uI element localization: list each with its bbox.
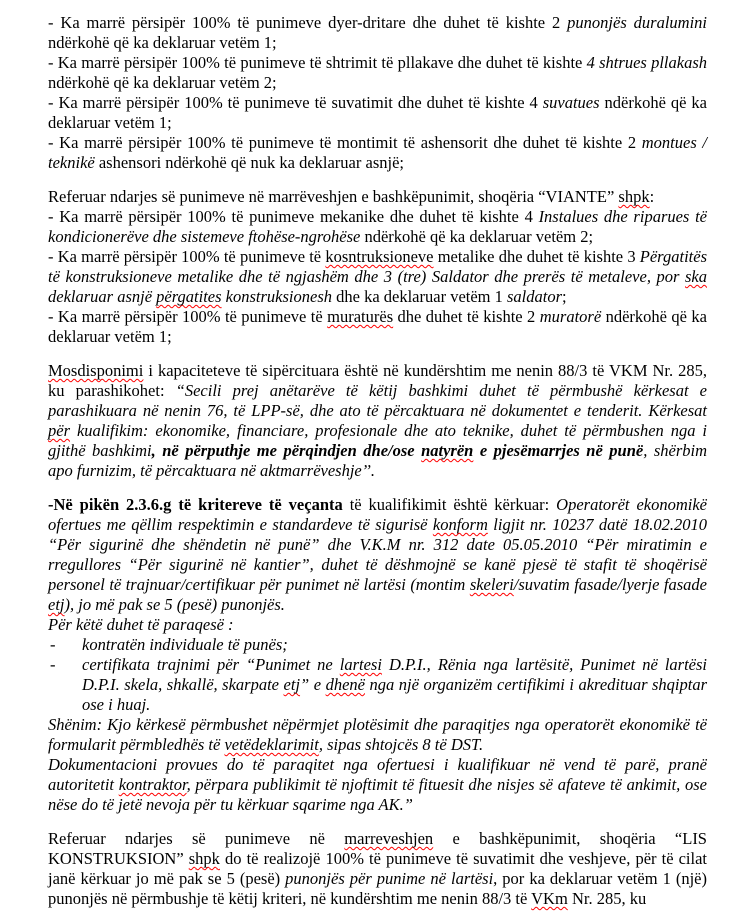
document-paragraph xyxy=(48,307,707,347)
text-run: Përgatitës të konstruksioneve metalike dhe të ngjashëm dhe 3 (tre) Saldator dhe prerës të metaleve, por xyxy=(48,247,707,286)
text-run: Shënim: Kjo kërkesë përmbushet nëpërmjet plotësimit dhe paraqitjes nga operatorët ekonomikë të formularit përmbledhës të xyxy=(48,715,707,754)
spellcheck-flagged-text: kosntruksioneve xyxy=(325,247,434,266)
text-run: Referuar ndarjes së punimeve në xyxy=(48,829,345,848)
text-run: , në përputhje me përqindjen dhe/ose xyxy=(151,441,422,460)
text-run: - Ka marrë përsipër 100% të punimeve të shtrimit të pllakave dhe duhet të kishte xyxy=(48,53,587,72)
text-run: , shërbim apo furnizim, të përcaktuara në aktmarrëveshje’’. xyxy=(48,441,707,480)
document-paragraph xyxy=(48,247,707,307)
text-run: nga një organizëm certifikimi i akredituar shqiptar ose i huaj. xyxy=(82,675,708,714)
document-paragraph xyxy=(48,655,707,715)
spellcheck-flagged-text: ska xyxy=(685,267,707,286)
spellcheck-flagged-text: vetëdeklarimit xyxy=(224,735,319,754)
text-run: -Në pikën 2.3.6.g të kritereve të veçanta xyxy=(48,495,343,514)
text-run: ndërkohë që ka deklaruar vetëm 2; xyxy=(360,227,594,246)
spellcheck-flagged-text: marreveshjen xyxy=(344,829,434,848)
bullet-dash: - xyxy=(50,635,56,654)
text-run: Dokumentacioni provues do të paraqitet nga ofertuesi i kualifikuar në vend të parë, pranë autoritetit xyxy=(48,755,707,794)
document-paragraph xyxy=(48,187,707,207)
text-run: punonjës duralumini xyxy=(567,13,707,32)
document-paragraph xyxy=(48,53,707,93)
text-run: i kapaciteteve të sipërcituara është në kundërshtim me nenin 88/3 të VKM Nr. 285, ku parashikohet: xyxy=(48,361,707,400)
bullet-dash: - xyxy=(50,655,56,674)
text-run: do të realizojë 100% të punimeve të suvatimit dhe veshjeve, për të cilat janë kërkuar jo më pak se 5 (pesë) xyxy=(48,849,707,888)
text-run: ndërkohë që ka deklaruar vetëm 2; xyxy=(48,73,277,92)
text-run: ashensori ndërkohë që nuk ka deklaruar asnjë; xyxy=(94,153,404,172)
text-run: ndërkohë që ka deklaruar vetëm 1; xyxy=(48,307,707,346)
text-run: “Secili prej anëtarëve të këtij bashkimi duhet të përmbushë kërkesat e parashikuara në nenin 76, të LPP-së, dhe ato të përcaktuara në dokumentet e tenderit. Kërkesat xyxy=(48,381,708,420)
text-run: : xyxy=(649,187,655,206)
text-run: ), jo më pak se 5 (pesë) punonjës. xyxy=(64,595,285,614)
document-paragraph xyxy=(48,615,707,635)
text-run: deklaruar asnjë xyxy=(48,287,157,306)
document-paragraph xyxy=(48,13,707,53)
spellcheck-flagged-text: shpk xyxy=(618,187,650,206)
document-paragraph xyxy=(48,715,707,755)
text-run: certifikata trajnimi për “Punimet ne xyxy=(82,655,340,674)
document-paragraph xyxy=(48,635,707,655)
spellcheck-flagged-text: etj xyxy=(48,595,65,614)
text-run: dhe duhet të kishte 2 xyxy=(393,307,540,326)
text-run: dhe ka deklaruar vetëm 1 xyxy=(332,287,508,306)
text-run: ndërkohë që ka deklaruar vetëm 1; xyxy=(48,33,277,52)
spellcheck-flagged-text: konform xyxy=(432,515,488,534)
spellcheck-flagged-text: shpk xyxy=(188,849,220,868)
text-run: - Ka marrë përsipër 100% të punimeve të suvatimit dhe duhet të kishte 4 xyxy=(48,93,543,112)
text-run: suvatues xyxy=(542,93,600,112)
text-run: saldator xyxy=(507,287,563,306)
text-run: /suvatim fasade/lyerje fasade xyxy=(513,575,707,594)
text-run: Për këtë duhet të paraqesë : xyxy=(48,615,234,634)
text-run: ; xyxy=(562,287,567,306)
text-run: - Ka marrë përsipër 100% të punimeve dyer-dritare dhe duhet të kishte 2 xyxy=(48,13,568,32)
spellcheck-flagged-text: skeleri xyxy=(469,575,514,594)
spellcheck-flagged-text: përgatites xyxy=(156,287,222,306)
spellcheck-flagged-text: natyrën xyxy=(421,441,474,460)
spellcheck-flagged-text: dhenë xyxy=(325,675,365,694)
text-run: punonjës për punime në lartësi xyxy=(285,869,494,888)
text-run: e bashkëpunimit, shoqëria “LIS KONSTRUKSION” xyxy=(48,829,707,868)
text-run: 4 shtrues pllakash xyxy=(586,53,707,72)
text-run: - Ka marrë përsipër 100% të punimeve të xyxy=(48,307,328,326)
spellcheck-flagged-text: lartesi xyxy=(339,655,382,674)
text-run: konstruksionesh xyxy=(221,287,332,306)
text-run: , sipas shtojcës 8 të DST. xyxy=(318,735,484,754)
text-run: të kualifikimit është kërkuar: xyxy=(342,495,557,514)
document-paragraph xyxy=(48,93,707,133)
spellcheck-flagged-text: etj xyxy=(283,675,301,694)
text-run: ligjit nr. 10237 datë 18.02.2010 “Për sigurinë dhe shëndetin në punë” dhe V.K.M nr. 312 date 05.05.2010 “Për miratimin e rregullores “Për sigurinë në kantier”, duhet të dëshmojnë se kanë pjesë të stafit të shoqërisë personel të trajnuar/certifikuar për punimet në lartësi (montim xyxy=(48,515,708,594)
document-paragraph xyxy=(48,829,707,909)
text-run: - Ka marrë përsipër 100% të punimeve të xyxy=(48,247,326,266)
text-run: - Ka marrë përsipër 100% të punimeve të montimit të ashensorit dhe duhet të kishte 2 xyxy=(48,133,642,152)
text-run: muratorë xyxy=(539,307,602,326)
spellcheck-flagged-text: VKm xyxy=(531,889,568,908)
text-run: Nr. 285, ku xyxy=(567,889,647,908)
text-run: kualifikim: ekonomike, financiare, profesionale dhe ato teknike, duhet të përmbushen nga i gjithë bashkimi xyxy=(48,421,707,460)
text-run: Instalues dhe riparues të kondicionerëve dhe sistemeve ftohëse-ngrohëse xyxy=(48,207,707,246)
text-run: Referuar ndarjes së punimeve në marrëveshjen e bashkëpunimit, shoqëria “VIANTE” xyxy=(48,187,619,206)
text-run: montues / teknikë xyxy=(48,133,707,172)
text-run: , përpara publikimit të njoftimit të fituesit dhe nisjes së afateve të ankimit, ose nëse do të jetë nevoja për tu kërkuar sqarime nga AK.” xyxy=(48,775,707,814)
text-run: ” e xyxy=(300,675,326,694)
text-run: e pjesëmarrjes në punë xyxy=(473,441,644,460)
text-run: metalike dhe duhet të kishte 3 xyxy=(433,247,640,266)
text-run: D.P.I., Rënia nga lartësitë, Punimet në lartësi D.P.I. skela, shkallë, skarpate xyxy=(82,655,708,694)
spellcheck-flagged-text: muraturës xyxy=(327,307,394,326)
text-run: ndërkohë që ka deklaruar vetëm 1; xyxy=(48,93,707,132)
spellcheck-flagged-text: Mosdisponimi xyxy=(48,361,144,380)
document-paragraph xyxy=(48,133,707,173)
text-run: , por ka deklaruar vetëm 1 (një) punonjës në përmbushje të këtij kriteri, në kundërshtim me nenin 88/3 të xyxy=(48,869,707,908)
document-paragraph xyxy=(48,207,707,247)
document-paragraph xyxy=(48,755,707,815)
document-paragraph xyxy=(48,361,707,481)
spellcheck-flagged-text: kontraktor xyxy=(118,775,187,794)
spellcheck-flagged-text: për xyxy=(48,421,70,440)
document-paragraph xyxy=(48,495,707,615)
text-run: - Ka marrë përsipër 100% të punimeve mekanike dhe duhet të kishte 4 xyxy=(48,207,539,226)
text-run: kontratën individuale të punës; xyxy=(82,635,288,654)
text-run: Operatorët ekonomikë ofertues me qëllim respektimin e standardeve të sigurisë xyxy=(48,495,707,534)
